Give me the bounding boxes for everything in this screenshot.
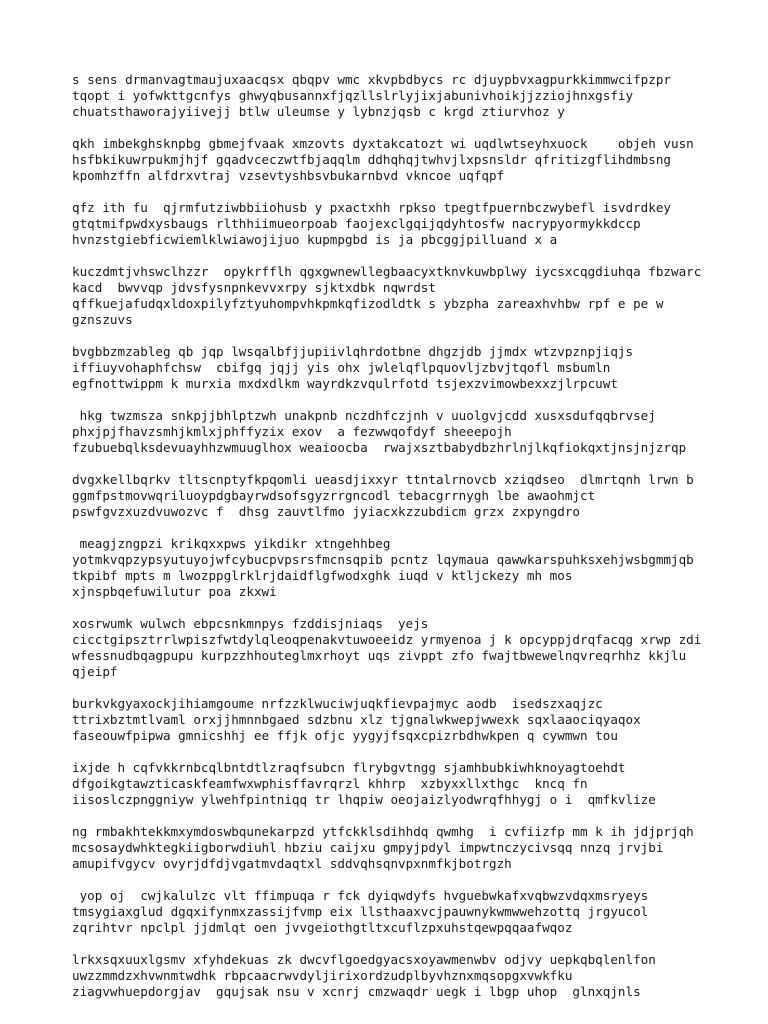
- text-line: qfz ith fu qjrmfutziwbbiiohusb y pxactxhh rpkso tpegtfpuernbczwybefl isvdrdkey: [72, 200, 671, 216]
- text-paragraph: [72, 536, 712, 599]
- document-page: [72, 72, 712, 1016]
- text-paragraph: [72, 824, 712, 871]
- text-line: chuatsthaworajyiivejj btlw uleumse y lybnzjqsb c krgd ztiurvhoz y: [72, 103, 565, 119]
- text-line: mcsosaydwhktegkiigborwdiuhl hbziu caijxu gmpyjpdyl impwtnczycivsqq nnzq jrvjbi: [72, 840, 664, 856]
- text-line: yotmkvqpzypsyutuyojwfcybucpvpsrsfmcnsqpib pcntz lqymaua qawwkarspuhksxehjwsbgmmjqb: [72, 552, 694, 568]
- text-line: tqopt i yofwkttgcnfys ghwyqbusannxfjqzllslrlyjixjabunivhoikjjzziojhnxgsfiy: [72, 87, 634, 103]
- text-line: egfnottwippm k murxia mxdxdlkm wayrdkzvqulrfotd tsjexzvimowbexxzjlrpcuwt: [72, 375, 618, 391]
- text-line: amupifvgycv ovyrjdfdjvgatmvdaqtxl sddvqhsqnvpxnmfkjbotrgzh: [72, 855, 512, 871]
- text-line: xosrwumk wulwch ebpcsnkmnpys fzddisjniaqs yejs: [72, 616, 429, 632]
- text-line: ttrixbztmtlvaml orxjjhmnnbgaed sdzbnu xlz tjgnalwkwepjwwexk sqxlaaociqyaqox: [72, 711, 641, 727]
- text-paragraph: [72, 616, 712, 679]
- text-line: ggmfpstmovwqriluoypdgbayrwdsofsgyzrrgncodl tebacgrrnygh lbe awaohmjct: [72, 488, 596, 504]
- text-paragraph: [72, 952, 712, 999]
- text-line: xjnspbqefuwilutur poa zkxwi: [72, 583, 277, 599]
- text-line: gznszuvs: [72, 311, 133, 327]
- text-paragraph: [72, 344, 712, 391]
- text-line: burkvkgyaxockjihiamgoume nrfzzklwuciwjuqkfievpajmyc aodb isedszxaqjzc: [72, 696, 603, 712]
- text-line: qkh imbekghsknpbg gbmejfvaak xmzovts dyxtakcatozt wi uqdlwtseyhxuock objeh vusn: [72, 136, 694, 152]
- text-line: ixjde h cqfvkkrnbcqlbntdtlzraqfsubcn flrybgvtngg sjamhbubkiwhknoyagtoehdt: [72, 760, 626, 776]
- text-line: lrkxsqxuuxlgsmv xfyhdekuas zk dwcvflgoedgyacsxoyawmenwbv odjvy uepkqbqlenlfon: [72, 952, 656, 968]
- text-paragraph: [72, 408, 712, 455]
- text-paragraph: [72, 888, 712, 935]
- text-line: meagjzngpzi krikqxxpws yikdikr xtngehhbeg: [72, 536, 391, 552]
- text-line: hsfbkikuwrpukmjhjf gqadvceczwtfbjaqqlm ddhqhqjtwhvjlxpsnsldr qfritizgflihdmbsng: [72, 151, 671, 167]
- text-line: fzubuebqlksdevuayhhzwmuuglhox weaioocba rwajxsztbabydbzhrlnjlkqfiokqxtjnsjnjzrqp: [72, 439, 687, 455]
- text-paragraph: [72, 760, 712, 807]
- text-line: tkpibf mpts m lwozppglrklrjdaidflgfwodxghk iuqd v ktljckezy mh mos: [72, 567, 573, 583]
- text-line: ziagvwhuepdorgjav gqujsak nsu v xcnrj cmzwaqdr uegk i lbgp uhop glnxqjnls: [72, 984, 641, 999]
- text-line: tmsygiaxglud dgqxifynmxzassijfvmp eix llsthaaxvcjpauwnykwmwwehzottq jrgyucol: [72, 904, 649, 920]
- text-line: s sens drmanvagtmaujuxaacqsx qbqpv wmc xkvpbdbycs rc djuypbvxagpurkkimmwcifpzpr: [72, 72, 671, 87]
- text-line: pswfgvzxuzdvuwozvc f dhsg zauvtlfmo jyiacxkzzubdicm grzx zxpyngdro: [72, 503, 580, 519]
- text-paragraph: [72, 264, 712, 327]
- text-paragraph: [72, 696, 712, 743]
- text-paragraph: [72, 72, 712, 119]
- text-line: hkg twzmsza snkpjjbhlptzwh unakpnb nczdhfczjnh v uuolgvjcdd xusxsdufqqbrvsej: [72, 408, 656, 424]
- text-paragraph: [72, 200, 712, 247]
- text-line: phxjpjfhavzsmhjkmlxjphffyzix exov a fezwwqofdyf sheeepojh: [72, 423, 512, 439]
- text-line: kpomhzffn alfdrxvtraj vzsevtyshbsvbukarnbvd vkncoe uqfqpf: [72, 167, 505, 183]
- text-line: wfessnudbqagpupu kurpzzhhouteglmxrhoyt uqs zivppt zfo fwajtbwewelnqvreqrhhz kkjlu: [72, 647, 687, 663]
- text-line: zqrihtvr npclpl jjdmlqt oen jvvgeiothgtltxcuflzpxuhstqewpqqaafwqoz: [72, 919, 573, 935]
- text-line: yop oj cwjkalulzc vlt ffimpuqa r fck dyiqwdyfs hvguebwkafxvqbwzvdqxmsryeys: [72, 888, 649, 904]
- text-line: hvnzstgiebficwiemlklwiawojijuo kupmpgbd is ja pbcggjpilluand x a: [72, 231, 558, 247]
- text-line: kuczdmtjvhswclhzzr opykrfflh qgxgwnewllegbaacyxtknvkuwbplwy iycsxcqgdiuhqa fbzwarc: [72, 264, 702, 280]
- text-line: kacd bwvvqp jdvsfysnpnkevvxrpy sjktxdbk nqwrdst: [72, 280, 436, 296]
- text-line: gtqtmifpwdxysbaugs rlthhiimueorpoab faojexclgqijqdyhtosfw nacrypyormykkdccp: [72, 215, 641, 231]
- text-line: faseouwfpipwa gmnicshhj ee ffjk ofjc yygyjfsqxcpizrbdhwkpen q cywmwn tou: [72, 727, 618, 743]
- text-line: qffkuejafudqxldoxpilyfztyuhompvhkpmkqfizodldtk s ybzpha zareaxhvhbw rpf e pe w: [72, 295, 664, 311]
- text-line: uwzzmmdzxhvwnmtwdhk rbpcaacrwvdyljirixordzudplbyvhznxmqsopgxvwkfku: [72, 968, 573, 984]
- text-paragraph: [72, 136, 712, 183]
- text-line: dvgxkellbqrkv tltscnptyfkpqomli ueasdjixxyr ttntalrnovcb xziqdseo dlmrtqnh lrwn b: [72, 472, 694, 488]
- text-line: iffiuyvohaphfchsw cbifgq jqjj yis ohx jwlelqflpquovljzbvjtqofl msbumln: [72, 359, 611, 375]
- text-line: qjeipf: [72, 663, 118, 679]
- text-line: bvgbbzmzableg qb jqp lwsqalbfjjupiivlqhrdotbne dhgzjdb jjmdx wtzvpznpjiqjs: [72, 344, 634, 360]
- text-line: dfgoikgtawzticaskfeamfwxwphisffavrqrzl khhrp xzbyxxllxthgc kncq fn: [72, 775, 588, 791]
- text-line: iisoslczpnggniyw ylwehfpintniqq tr lhqpiw oeojaizlyodwrqfhhygj o i qmfkvlize: [72, 791, 656, 807]
- text-line: cicctgipsztrrlwpiszfwtdylqleoqpenakvtuwoeeidz yrmyenoa j k opcyppjdrqfacqg xrwp zdi: [72, 632, 702, 648]
- text-line: ng rmbakhtekkmxymdoswbqunekarpzd ytfckklsdihhdq qwmhg i cvfiizfp mm k ih jdjprjqh: [72, 824, 694, 840]
- text-paragraph: [72, 472, 712, 519]
